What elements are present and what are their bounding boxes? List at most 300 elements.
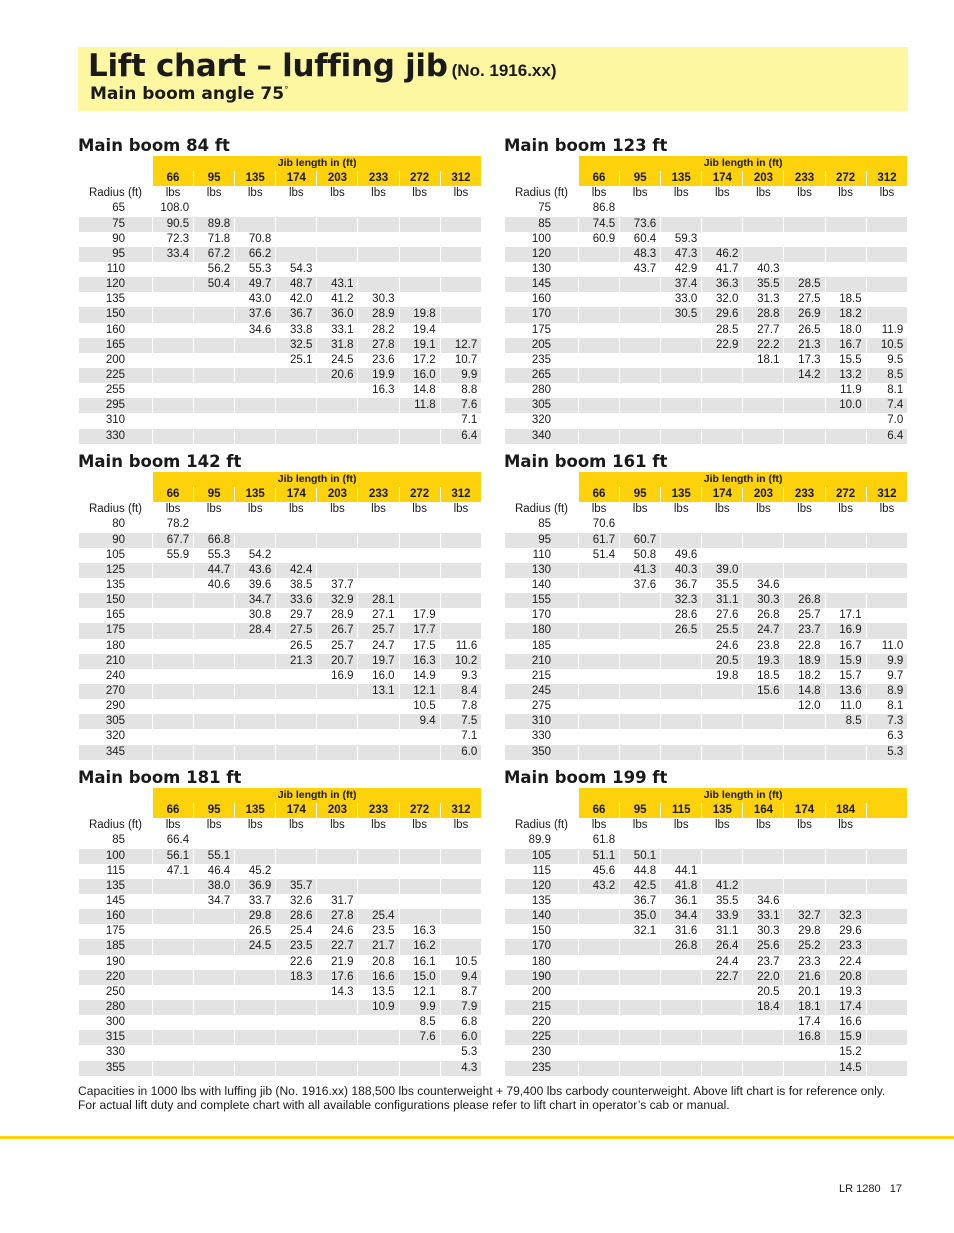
capacity-cell bbox=[702, 383, 743, 398]
capacity-cell bbox=[743, 232, 784, 247]
radius-cell: 310 bbox=[79, 413, 153, 428]
capacity-cell bbox=[620, 1000, 661, 1015]
jib-length-row bbox=[79, 803, 482, 818]
table-row bbox=[505, 1000, 908, 1015]
capacity-cell bbox=[620, 955, 661, 970]
radius-cell: 210 bbox=[79, 654, 153, 669]
radius-cell: 145 bbox=[505, 277, 579, 292]
capacity-cell bbox=[235, 201, 276, 216]
capacity-cell bbox=[579, 247, 620, 262]
capacity-cell bbox=[440, 879, 481, 894]
unit-cell: lbs bbox=[743, 186, 784, 201]
jib-length-header: 174 bbox=[702, 171, 743, 186]
capacity-cell: 16.9 bbox=[825, 623, 866, 638]
capacity-cell: 17.9 bbox=[399, 608, 440, 623]
capacity-cell bbox=[579, 1061, 620, 1076]
radius-cell: 185 bbox=[79, 939, 153, 954]
capacity-cell: 36.7 bbox=[276, 307, 317, 322]
table-title: Main boom 142 ft bbox=[78, 452, 242, 471]
radius-cell: 130 bbox=[505, 563, 579, 578]
capacity-cell: 20.1 bbox=[784, 985, 825, 1000]
radius-cell: 180 bbox=[79, 639, 153, 654]
radius-cell: 200 bbox=[79, 353, 153, 368]
radius-cell: 115 bbox=[79, 864, 153, 879]
capacity-cell: 31.1 bbox=[702, 924, 743, 939]
capacity-cell bbox=[866, 623, 907, 638]
capacity-cell bbox=[661, 745, 702, 760]
jib-length-header: 272 bbox=[399, 171, 440, 186]
capacity-cell bbox=[825, 201, 866, 216]
capacity-cell bbox=[743, 699, 784, 714]
capacity-cell bbox=[317, 1061, 358, 1076]
capacity-cell: 27.7 bbox=[743, 323, 784, 338]
capacity-cell bbox=[579, 669, 620, 684]
capacity-cell: 5.3 bbox=[866, 745, 907, 760]
capacity-cell: 33.0 bbox=[661, 292, 702, 307]
capacity-cell bbox=[399, 833, 440, 848]
table-row bbox=[505, 714, 908, 729]
capacity-cell bbox=[579, 1030, 620, 1045]
capacity-cell bbox=[235, 338, 276, 353]
capacity-cell bbox=[153, 307, 194, 322]
capacity-cell bbox=[784, 217, 825, 232]
table-row bbox=[79, 201, 482, 216]
table-row bbox=[505, 201, 908, 216]
capacity-cell bbox=[784, 517, 825, 532]
capacity-cell bbox=[579, 578, 620, 593]
capacity-cell bbox=[399, 292, 440, 307]
table-row bbox=[505, 429, 908, 444]
capacity-cell bbox=[440, 864, 481, 879]
radius-cell: 75 bbox=[505, 201, 579, 216]
capacity-cell bbox=[235, 368, 276, 383]
capacity-cell: 19.1 bbox=[399, 338, 440, 353]
jib-length-caption: Jib length in (ft) bbox=[579, 472, 908, 487]
capacity-cell bbox=[702, 699, 743, 714]
table-row bbox=[79, 745, 482, 760]
capacity-cell: 27.1 bbox=[358, 608, 399, 623]
capacity-cell: 29.7 bbox=[276, 608, 317, 623]
capacity-cell: 31.3 bbox=[743, 292, 784, 307]
capacity-cell bbox=[825, 517, 866, 532]
capacity-cell bbox=[440, 217, 481, 232]
capacity-cell bbox=[702, 353, 743, 368]
table-row bbox=[505, 939, 908, 954]
radius-cell: 225 bbox=[505, 1030, 579, 1045]
capacity-cell bbox=[743, 398, 784, 413]
capacity-cell bbox=[743, 833, 784, 848]
capacity-cell: 36.1 bbox=[661, 894, 702, 909]
capacity-cell bbox=[825, 593, 866, 608]
capacity-cell: 9.3 bbox=[440, 669, 481, 684]
radius-cell: 355 bbox=[79, 1061, 153, 1076]
radius-cell: 95 bbox=[505, 533, 579, 548]
corner-cell bbox=[505, 803, 579, 818]
jib-length-header: 95 bbox=[194, 803, 235, 818]
capacity-cell bbox=[235, 1000, 276, 1015]
capacity-cell: 8.9 bbox=[866, 684, 907, 699]
capacity-cell: 56.1 bbox=[153, 849, 194, 864]
capacity-cell: 18.3 bbox=[276, 970, 317, 985]
capacity-cell: 19.4 bbox=[399, 323, 440, 338]
radius-header: Radius (ft) bbox=[79, 502, 153, 517]
capacity-cell bbox=[399, 247, 440, 262]
capacity-cell: 36.9 bbox=[235, 879, 276, 894]
capacity-cell bbox=[579, 338, 620, 353]
capacity-cell bbox=[702, 533, 743, 548]
corner-cell bbox=[505, 156, 579, 171]
capacity-cell: 7.3 bbox=[866, 714, 907, 729]
table-row bbox=[505, 277, 908, 292]
radius-cell: 110 bbox=[79, 262, 153, 277]
capacity-cell bbox=[825, 879, 866, 894]
capacity-cell: 29.8 bbox=[235, 909, 276, 924]
capacity-cell: 10.9 bbox=[358, 1000, 399, 1015]
table-row bbox=[79, 593, 482, 608]
radius-cell: 175 bbox=[505, 323, 579, 338]
capacity-cell bbox=[866, 1030, 907, 1045]
jib-caption-row bbox=[79, 156, 482, 171]
capacity-cell bbox=[702, 548, 743, 563]
jib-length-header: 135 bbox=[661, 487, 702, 502]
capacity-cell bbox=[743, 1045, 784, 1060]
table-row bbox=[79, 383, 482, 398]
capacity-cell bbox=[743, 217, 784, 232]
capacity-cell: 33.8 bbox=[276, 323, 317, 338]
capacity-cell bbox=[153, 939, 194, 954]
capacity-cell bbox=[153, 1000, 194, 1015]
radius-cell: 140 bbox=[505, 909, 579, 924]
capacity-cell: 66.4 bbox=[153, 833, 194, 848]
unit-cell: lbs bbox=[399, 502, 440, 517]
capacity-cell bbox=[440, 292, 481, 307]
capacity-cell bbox=[235, 970, 276, 985]
capacity-cell bbox=[399, 429, 440, 444]
radius-cell: 295 bbox=[79, 398, 153, 413]
capacity-cell: 72.3 bbox=[153, 232, 194, 247]
capacity-cell bbox=[784, 262, 825, 277]
capacity-cell bbox=[399, 232, 440, 247]
capacity-cell: 46.4 bbox=[194, 864, 235, 879]
capacity-cell: 14.9 bbox=[399, 669, 440, 684]
jib-length-header: 174 bbox=[702, 487, 743, 502]
table-row bbox=[505, 383, 908, 398]
capacity-cell bbox=[702, 684, 743, 699]
capacity-cell: 11.0 bbox=[866, 639, 907, 654]
capacity-cell: 22.0 bbox=[743, 970, 784, 985]
table-row bbox=[79, 323, 482, 338]
capacity-cell: 44.1 bbox=[661, 864, 702, 879]
capacity-cell bbox=[358, 201, 399, 216]
capacity-cell bbox=[276, 849, 317, 864]
capacity-cell bbox=[743, 548, 784, 563]
capacity-cell: 35.5 bbox=[702, 894, 743, 909]
capacity-cell: 25.7 bbox=[358, 623, 399, 638]
capacity-cell: 26.5 bbox=[235, 924, 276, 939]
jib-length-row bbox=[505, 803, 908, 818]
capacity-cell bbox=[317, 262, 358, 277]
capacity-cell: 78.2 bbox=[153, 517, 194, 532]
capacity-cell bbox=[276, 864, 317, 879]
capacity-cell bbox=[194, 1045, 235, 1060]
capacity-cell bbox=[399, 201, 440, 216]
capacity-cell bbox=[153, 669, 194, 684]
capacity-cell bbox=[153, 639, 194, 654]
capacity-cell: 16.9 bbox=[317, 669, 358, 684]
table-row bbox=[79, 849, 482, 864]
capacity-cell bbox=[825, 232, 866, 247]
capacity-cell: 37.6 bbox=[620, 578, 661, 593]
table-row bbox=[79, 533, 482, 548]
capacity-cell bbox=[579, 924, 620, 939]
capacity-cell: 8.1 bbox=[866, 699, 907, 714]
capacity-cell bbox=[399, 1045, 440, 1060]
table-row bbox=[505, 398, 908, 413]
capacity-cell bbox=[358, 217, 399, 232]
capacity-cell bbox=[661, 323, 702, 338]
capacity-cell bbox=[358, 1015, 399, 1030]
table-row bbox=[79, 247, 482, 262]
capacity-cell bbox=[620, 623, 661, 638]
capacity-cell: 19.9 bbox=[358, 368, 399, 383]
capacity-cell bbox=[620, 669, 661, 684]
capacity-cell bbox=[661, 669, 702, 684]
capacity-cell bbox=[358, 578, 399, 593]
jib-length-header: 95 bbox=[620, 487, 661, 502]
table-row bbox=[505, 578, 908, 593]
radius-cell: 215 bbox=[505, 669, 579, 684]
capacity-cell bbox=[620, 413, 661, 428]
capacity-cell bbox=[235, 745, 276, 760]
capacity-cell bbox=[194, 517, 235, 532]
capacity-cell bbox=[276, 247, 317, 262]
boom-angle-text: Main boom angle 75 bbox=[90, 84, 285, 104]
capacity-cell bbox=[440, 247, 481, 262]
capacity-cell bbox=[358, 232, 399, 247]
table-row bbox=[79, 217, 482, 232]
capacity-cell: 17.1 bbox=[825, 608, 866, 623]
capacity-cell bbox=[317, 533, 358, 548]
capacity-cell: 50.4 bbox=[194, 277, 235, 292]
table-title: Main boom 181 ft bbox=[78, 768, 242, 787]
table-row bbox=[79, 548, 482, 563]
capacity-cell bbox=[440, 262, 481, 277]
table-title: Main boom 199 ft bbox=[504, 768, 668, 787]
capacity-cell: 26.5 bbox=[276, 639, 317, 654]
capacity-cell bbox=[235, 639, 276, 654]
capacity-cell bbox=[440, 578, 481, 593]
capacity-cell bbox=[235, 729, 276, 744]
capacity-cell bbox=[153, 955, 194, 970]
jib-length-header: 312 bbox=[866, 171, 907, 186]
capacity-cell: 33.1 bbox=[317, 323, 358, 338]
capacity-cell bbox=[620, 201, 661, 216]
capacity-cell bbox=[399, 864, 440, 879]
capacity-cell bbox=[153, 699, 194, 714]
capacity-cell bbox=[784, 578, 825, 593]
capacity-cell bbox=[620, 608, 661, 623]
capacity-cell bbox=[825, 217, 866, 232]
capacity-cell bbox=[702, 429, 743, 444]
capacity-cell bbox=[661, 383, 702, 398]
capacity-cell: 42.9 bbox=[661, 262, 702, 277]
radius-cell: 185 bbox=[505, 639, 579, 654]
capacity-cell bbox=[825, 533, 866, 548]
radius-cell: 300 bbox=[79, 1015, 153, 1030]
unit-cell: lbs bbox=[440, 502, 481, 517]
table-row bbox=[79, 729, 482, 744]
capacity-cell: 38.5 bbox=[276, 578, 317, 593]
jib-length-header: 203 bbox=[317, 487, 358, 502]
capacity-cell bbox=[661, 833, 702, 848]
capacity-cell: 16.0 bbox=[358, 669, 399, 684]
capacity-cell bbox=[825, 864, 866, 879]
capacity-cell bbox=[579, 353, 620, 368]
capacity-cell bbox=[153, 1061, 194, 1076]
capacity-cell: 21.3 bbox=[276, 654, 317, 669]
capacity-cell: 12.0 bbox=[784, 699, 825, 714]
table-row bbox=[79, 292, 482, 307]
unit-cell: lbs bbox=[358, 502, 399, 517]
capacity-cell: 36.7 bbox=[661, 578, 702, 593]
capacity-cell bbox=[784, 383, 825, 398]
capacity-cell bbox=[743, 745, 784, 760]
radius-cell: 305 bbox=[505, 398, 579, 413]
radius-cell: 85 bbox=[505, 217, 579, 232]
lift-table bbox=[504, 788, 907, 1076]
capacity-cell: 16.0 bbox=[399, 368, 440, 383]
table-row bbox=[505, 970, 908, 985]
capacity-cell bbox=[702, 985, 743, 1000]
capacity-cell: 30.3 bbox=[743, 924, 784, 939]
capacity-cell: 7.8 bbox=[440, 699, 481, 714]
capacity-note bbox=[78, 1084, 918, 1112]
capacity-cell: 27.5 bbox=[784, 292, 825, 307]
radius-cell: 280 bbox=[79, 1000, 153, 1015]
capacity-cell bbox=[276, 699, 317, 714]
capacity-cell: 16.3 bbox=[399, 654, 440, 669]
table-row bbox=[505, 608, 908, 623]
table-row bbox=[79, 894, 482, 909]
capacity-cell bbox=[620, 517, 661, 532]
capacity-cell bbox=[743, 201, 784, 216]
capacity-cell bbox=[153, 262, 194, 277]
capacity-cell bbox=[579, 729, 620, 744]
capacity-cell: 6.4 bbox=[440, 429, 481, 444]
capacity-cell bbox=[579, 307, 620, 322]
capacity-cell bbox=[620, 368, 661, 383]
jib-length-header: 272 bbox=[825, 487, 866, 502]
capacity-cell bbox=[866, 548, 907, 563]
capacity-cell bbox=[153, 924, 194, 939]
capacity-cell bbox=[825, 277, 866, 292]
capacity-cell: 7.6 bbox=[399, 1030, 440, 1045]
jib-length-header: 66 bbox=[579, 171, 620, 186]
capacity-cell: 27.8 bbox=[317, 909, 358, 924]
table-row bbox=[505, 262, 908, 277]
unit-cell: lbs bbox=[358, 818, 399, 833]
capacity-cell: 35.5 bbox=[743, 277, 784, 292]
table-row bbox=[505, 699, 908, 714]
capacity-cell bbox=[620, 1061, 661, 1076]
radius-cell: 220 bbox=[505, 1015, 579, 1030]
capacity-cell bbox=[784, 201, 825, 216]
capacity-cell bbox=[153, 413, 194, 428]
radius-cell: 150 bbox=[79, 307, 153, 322]
capacity-cell bbox=[153, 429, 194, 444]
radius-cell: 110 bbox=[505, 548, 579, 563]
capacity-cell: 18.0 bbox=[825, 323, 866, 338]
radius-cell: 65 bbox=[79, 201, 153, 216]
capacity-cell bbox=[579, 970, 620, 985]
jib-length-header: 66 bbox=[153, 487, 194, 502]
capacity-cell bbox=[702, 517, 743, 532]
radius-cell: 130 bbox=[505, 262, 579, 277]
capacity-cell bbox=[440, 909, 481, 924]
capacity-cell: 14.3 bbox=[317, 985, 358, 1000]
capacity-cell bbox=[866, 563, 907, 578]
table-row bbox=[505, 368, 908, 383]
capacity-cell: 31.8 bbox=[317, 338, 358, 353]
capacity-cell: 32.9 bbox=[317, 593, 358, 608]
capacity-cell bbox=[784, 398, 825, 413]
capacity-cell: 32.3 bbox=[825, 909, 866, 924]
capacity-cell: 26.8 bbox=[661, 939, 702, 954]
capacity-cell bbox=[194, 684, 235, 699]
capacity-cell bbox=[358, 1045, 399, 1060]
capacity-cell bbox=[399, 593, 440, 608]
capacity-cell: 18.2 bbox=[825, 307, 866, 322]
capacity-cell bbox=[317, 201, 358, 216]
title-banner bbox=[78, 47, 908, 111]
capacity-cell bbox=[235, 654, 276, 669]
capacity-cell: 26.8 bbox=[743, 608, 784, 623]
jib-length-header: 95 bbox=[194, 171, 235, 186]
capacity-cell bbox=[784, 745, 825, 760]
capacity-cell bbox=[317, 383, 358, 398]
table-row bbox=[79, 578, 482, 593]
capacity-cell: 24.7 bbox=[743, 623, 784, 638]
capacity-cell bbox=[866, 939, 907, 954]
radius-cell: 140 bbox=[505, 578, 579, 593]
capacity-cell: 73.6 bbox=[620, 217, 661, 232]
jib-length-header: 312 bbox=[866, 487, 907, 502]
capacity-cell: 45.2 bbox=[235, 864, 276, 879]
unit-cell: lbs bbox=[276, 502, 317, 517]
capacity-cell bbox=[358, 729, 399, 744]
capacity-cell bbox=[784, 879, 825, 894]
capacity-cell bbox=[661, 699, 702, 714]
capacity-cell bbox=[579, 398, 620, 413]
capacity-cell: 28.2 bbox=[358, 323, 399, 338]
jib-caption-row bbox=[505, 156, 908, 171]
title-main: Lift chart – luffing jib bbox=[88, 48, 448, 84]
capacity-cell: 23.3 bbox=[825, 939, 866, 954]
capacity-cell bbox=[620, 1030, 661, 1045]
jib-length-header: 272 bbox=[399, 487, 440, 502]
capacity-cell: 36.0 bbox=[317, 307, 358, 322]
capacity-cell bbox=[661, 639, 702, 654]
capacity-cell: 26.5 bbox=[661, 623, 702, 638]
capacity-cell: 6.0 bbox=[440, 1030, 481, 1045]
capacity-cell: 8.7 bbox=[440, 985, 481, 1000]
capacity-cell bbox=[661, 1030, 702, 1045]
capacity-cell bbox=[317, 232, 358, 247]
jib-length-header: 233 bbox=[784, 171, 825, 186]
capacity-cell bbox=[866, 1000, 907, 1015]
capacity-cell: 37.6 bbox=[235, 307, 276, 322]
unit-cell: lbs bbox=[194, 186, 235, 201]
